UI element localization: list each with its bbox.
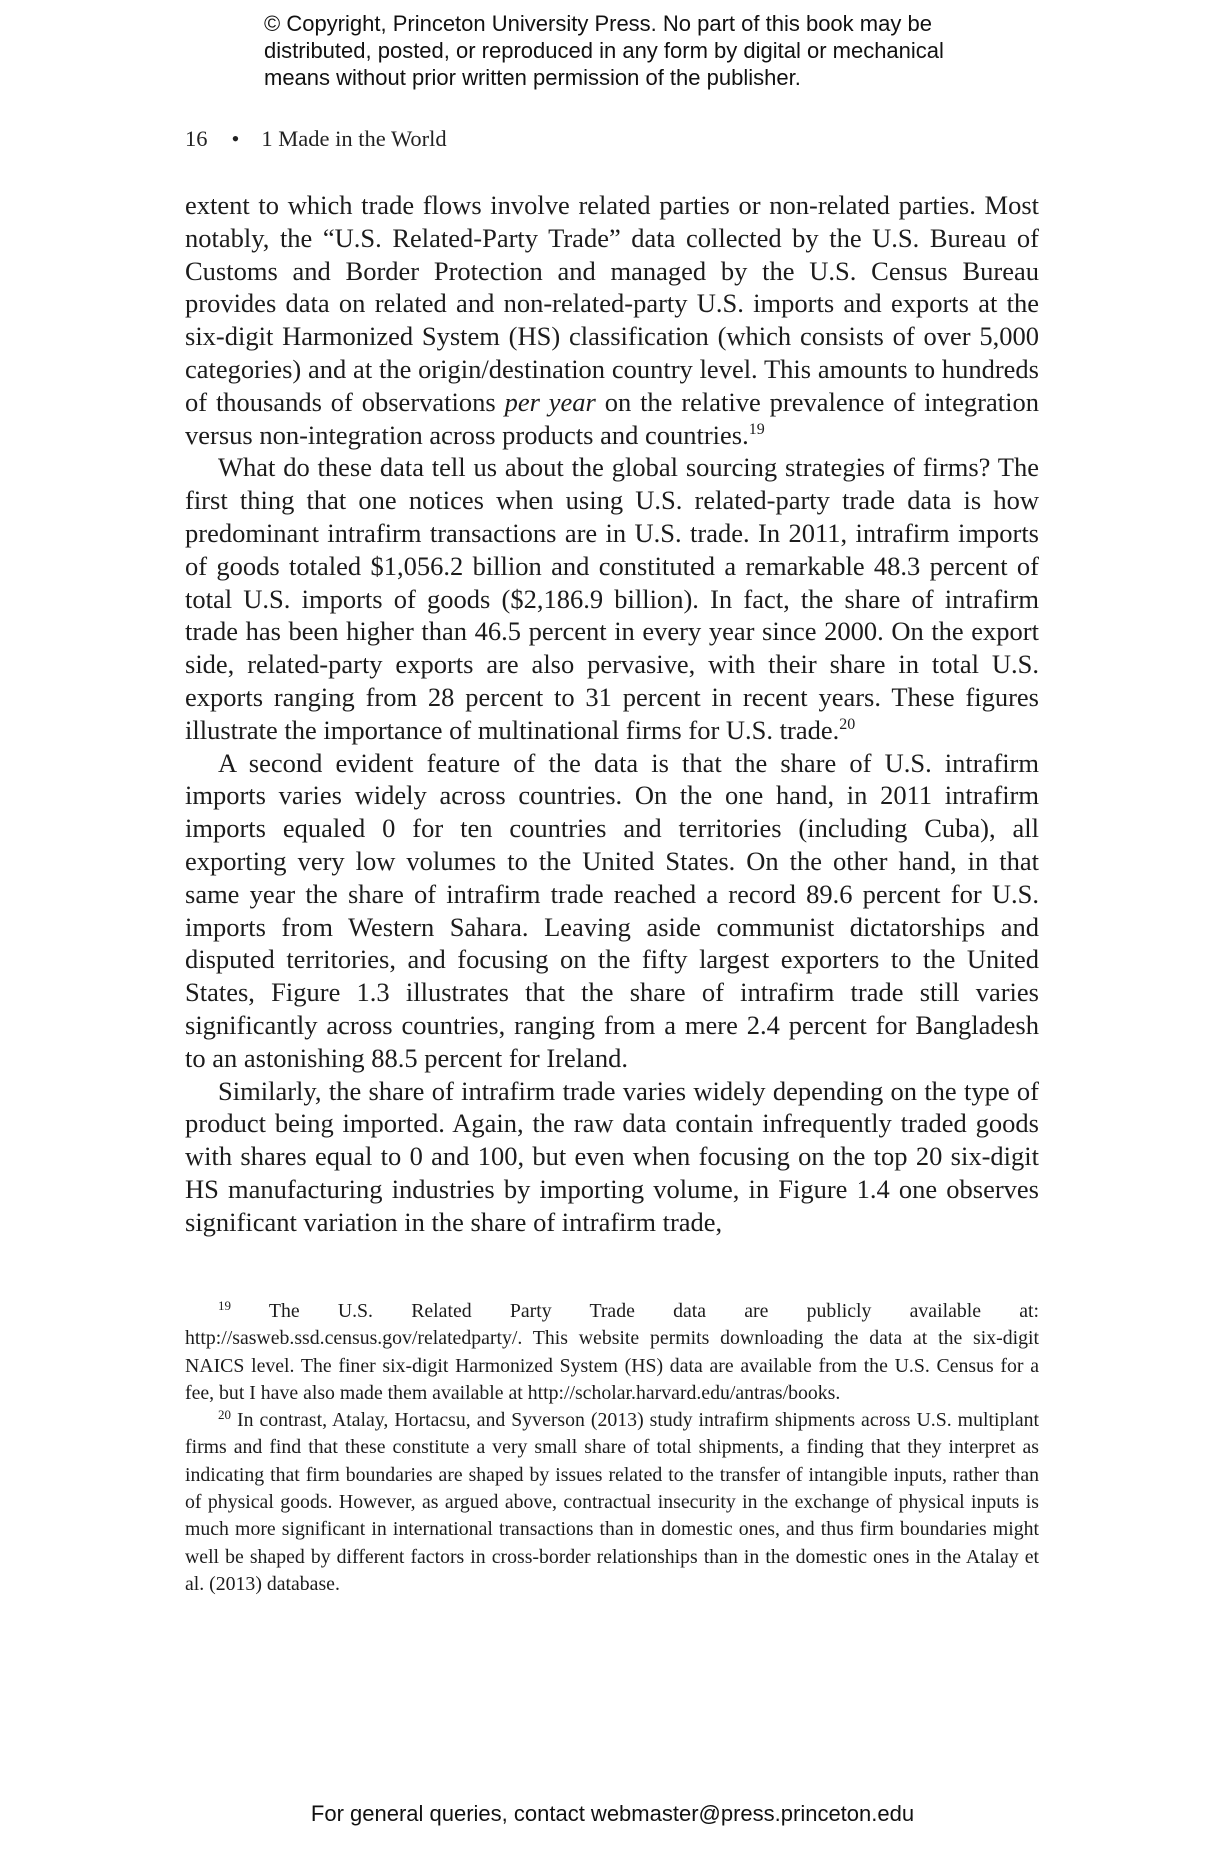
copyright-line-3: means without prior written permission of the publisher.: [264, 65, 801, 90]
copyright-notice: [264, 10, 964, 91]
footnote-19-number: 19: [218, 1298, 231, 1313]
body-text: [185, 189, 1039, 1239]
paragraph-4: Similarly, the share of intrafirm trade varies widely depending on the type of product being imported. Again, the raw data contain infrequently traded goods with shares equal to 0 and 100, but even when focusing on the top 20 six-digit HS manufacturing industries by importing volume, in Figure 1.4 one observes significant variation in the share of intrafirm trade,: [185, 1075, 1039, 1237]
footnote-20-number: 20: [218, 1407, 231, 1423]
footnote-ref-19: 19: [748, 420, 765, 438]
footnotes: [185, 1298, 1039, 1598]
paragraph-3: A second evident feature of the data is that the share of U.S. intrafirm imports varies widely across countries. On the one hand, in 2011 intrafirm imports equaled 0 for ten countries and territories (including Cuba), all exporting very low volumes to the United States. On the other hand, in that same year the share of intrafirm trade reached a record 89.6 percent for U.S. imports from Western Sahara. Leaving aside communist dictatorships and disputed territories, and focusing on the fifty largest exporters to the United States, Figure 1.3 illustrates that the share of intrafirm trade still varies significantly across countries, ranging from a mere 2.4 percent for Bangladesh to an astonishing 88.5 percent for Ireland.: [185, 747, 1039, 1073]
footnote-19: [185, 1298, 1039, 1407]
running-head: [185, 126, 447, 152]
paragraph-1-emphasis: per year: [504, 386, 596, 417]
paragraph-2: [185, 451, 1039, 746]
copyright-line-2: distributed, posted, or reproduced in any form by digital or mechanical: [264, 38, 944, 63]
page-number: 16: [185, 126, 208, 151]
copyright-line-1: © Copyright, Princeton University Press. No part of this book may be: [264, 11, 932, 36]
contact-footer: For general queries, contact webmaster@press.princeton.edu: [310, 1801, 915, 1826]
paragraph-1-text-a: extent to which trade flows involve related parties or non-related parties. Most notably, the “U.S. Related-Party Trade” data collected by the U.S. Bureau of Customs and Border Protection and managed by the U.S. Census Bureau provides data on related and non-related-party U.S. imports and exports at the six-digit Harmonized System (HS) classification (which consists of over 5,000 categories) and at the origin/destination country level. This amounts to hundreds of thousands of observations: [185, 190, 1039, 417]
footnote-ref-20: 20: [839, 715, 856, 733]
bullet-separator: •: [231, 126, 240, 151]
paragraph-1: [185, 189, 1039, 451]
paragraph-2-text: What do these data tell us about the global sourcing strategies of firms? The first thing that one notices when using U.S. related-party trade data is how predominant intrafirm transactions are in U.S. trade. In 2011, intrafirm imports of goods totaled $1,056.2 billion and constituted a remarkable 48.3 percent of total U.S. imports of goods ($2,186.9 billion). In fact, the share of intrafirm trade has been higher than 46.5 percent in every year since 2000. On the export side, related-party exports are also pervasive, with their share in total U.S. exports ranging from 28 percent to 31 percent in recent years. These figures illustrate the importance of multinational firms for U.S. trade.: [185, 452, 1039, 745]
footnote-20: [185, 1407, 1039, 1598]
footnote-20-text: In contrast, Atalay, Hortacsu, and Syverson (2013) study intrafirm shipments across U.S. multiplant firms and find that these constitute a very small share of total shipments, a finding that they interpret as indicating that firm boundaries are shaped by issues related to the transfer of intangible inputs, rather than of physical goods. However, as argued above, contractual insecurity in the exchange of physical inputs is much more significant in international transactions than in domestic ones, and thus firm boundaries might well be shaped by different factors in cross-border relationships than in the domestic ones in the Atalay et al. (2013) database.: [185, 1409, 1039, 1595]
footnote-19-text: The U.S. Related Party Trade data are publicly available at: http://sasweb.ssd.census.gov/relatedparty/. This website permits downloading the data at the six-digit NAICS level. The finer six-digit Harmonized System (HS) data are available from the U.S. Census for a fee, but I have also made them available at http://scholar.harvard.edu/antras/books.: [185, 1300, 1039, 1404]
chapter-title: 1 Made in the World: [261, 126, 447, 151]
paragraph-1-text-b: on the relative prevalence of integration versus non-integration across products and countries.: [185, 386, 1039, 450]
